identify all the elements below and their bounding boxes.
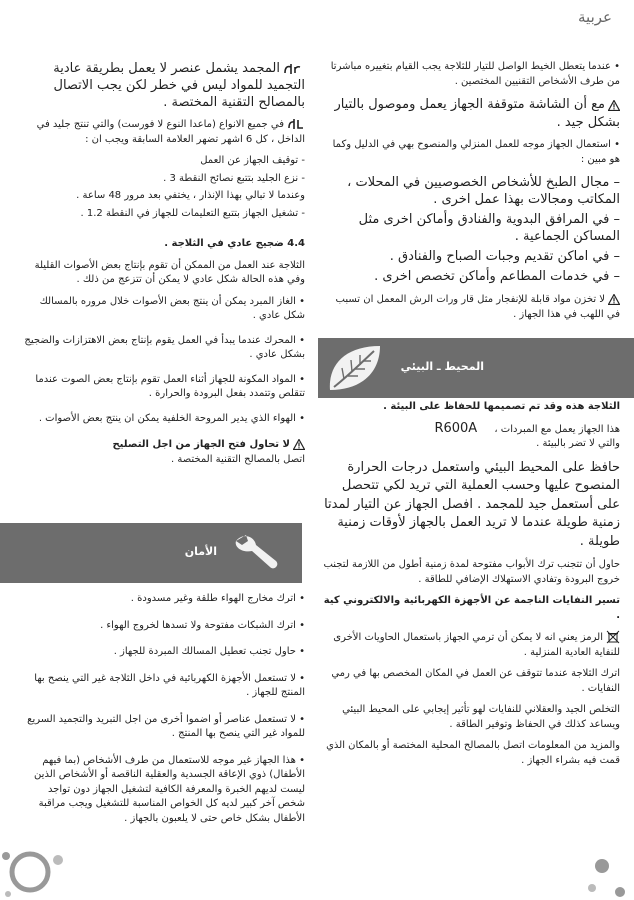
list-item: • لا تستعمل عناصر أو اضموا أخرى من اجل التبريد والتجميد السريع للمواد غير التي ينصح بها المنتج . [27, 713, 305, 739]
paragraph [20, 118, 305, 147]
list-item: – في اماكن تقديم وجبات الصباح والفنادق . [389, 249, 620, 264]
environment-title: المحيط ـ البيئي [400, 360, 484, 373]
list-item: • اترك مخارج الهواء طلقة وغير مسدودة . [130, 593, 305, 604]
paragraph-text: والتي لا تضر بالبيئة . [536, 438, 620, 449]
list-item: – في المرافق البدوية والفنادق وأماكن اخرى مثل المساكن الجماعية . [358, 212, 620, 244]
list-item: • حاول تجنب تعطيل المسالك المبردة للجهاز . [113, 646, 305, 657]
paragraph-text: الرمز يعني انه لا يمكن أن ترمي الجهاز باستعمال الحاويات الأخرى للنفاية العادية المنزلية . [333, 632, 620, 658]
warning-text: مع أن الشاشة متوقفة الجهاز يعمل وموصول بالتيار بشكل جيد . [334, 97, 620, 130]
warning-text: لا تحاول فتح الجهاز من اجل التصليح [112, 439, 290, 450]
paragraph: الثلاجة عند العمل من الممكن أن تقوم بإنتاج بعض الأصوات القليلة وفي هذه الحالة شكل عادي لا يمكن أن تتزعج من ذلك . [34, 259, 305, 285]
warning-heading [20, 438, 305, 453]
paragraph: اترك الثلاجة عندما تتوقف عن العمل في المكان المخصص بها في رمي النفايات . [331, 668, 620, 694]
defrost-alarm-icon [287, 118, 305, 130]
list-item: - تشغيل الجهاز بتتبع التعليمات للجهاز في النقطة 1.2 . [80, 207, 305, 219]
section-heading: 4.4 ضجيج عادي في الثلاجة . [164, 238, 305, 249]
language-label: عربية [578, 8, 612, 26]
right-column-top [320, 60, 620, 329]
paragraph [320, 630, 620, 660]
warning-paragraph [320, 293, 620, 322]
section-heading: الثلاجة هذه وقد تم تصميمها للحفاظ على البيئة . [383, 401, 620, 412]
list-item: • الغاز المبرد يمكن أن ينتج بعض الأصوات خلال مروره بالمسالك شكل عادي . [39, 295, 305, 321]
list-item: – في خدمات المطاعم وأماكن تخصص اخرى . [374, 269, 620, 284]
warning-text: لا تخزن مواد قابلة للإنفجار مثل قار ورات الرش المعمل ان تسبب في اللهب في هذا الجهاز . [335, 294, 620, 320]
paragraph: • عندما يتعطل الخيط الواصل للتيار للثلاجة يجب القيام بتغييره مباشرتا من طرف الأشخاص التقنيين المختصين . [330, 61, 620, 87]
list-item: • هذا الجهاز غير موجه للاستعمال من طرف الأشخاص (بما فيهم الأطفال) ذوي الإعاقة الجسدية والعقلية الناقصة أو الأشخاص الذين ليست لديهم الخبرة والمعرفة الكافية لتشغيل الجهاز دون تواجد شخص آخر كبير لديه كل الخواص المناسبة للتشغيل ويجب مراقبة الأطفال بشكل خاص حتى لا يلعبون بالجهاز . [34, 754, 305, 824]
paragraph-text: المجمد يشمل عنصر لا يعمل بطريقة عادية التجميد للمواد ليس في خطر لكن يجب الاتصال بالمصالح التقنية المختصة . [53, 61, 305, 110]
left-column-bottom [20, 592, 305, 829]
decorative-circles-right [586, 852, 634, 900]
list-item: • المواد المكونة للجهاز أثناء العمل تقوم بإنتاج بعض الصوت عندما تتقلص وتتمدد بفعل البرودة والحرارة . [35, 373, 305, 399]
freezer-alarm-icon [283, 63, 305, 75]
list-item: • الهواء الذي يدير المروحة الخلفية يمكن ان ينتج بعض الأصوات . [38, 412, 305, 424]
list-item: • المحرك عندما يبدأ في العمل يقوم بإنتاج بعض الاهتزازات والضجيج بشكل عادي . [24, 334, 305, 360]
paragraph: حاول أن تتجنب ترك الأبواب مفتوحة لمدة زمنية أطول من اللازمة لتجنب خروج البرودة وتفادي الاستهلاك الإضافي للطاقة . [323, 559, 620, 585]
warning-icon [608, 100, 620, 111]
list-item: • لا تستعمل الأجهزة الكهربائية في داخل الثلاجة غير التي ينصح بها المنتج للجهاز . [34, 672, 305, 698]
environment-section-banner [318, 338, 634, 398]
warning-icon [608, 294, 620, 305]
paragraph: حافظ على المحيط البيئي واستعمل درجات الحرارة المنصوح عليها وحسب العملية التي تريد لكي تتحصل على أستعمل جيد للمجمد . افصل الجهاز عن التيار لمدتا زمنية طويلة عندما لا تريد العمل بالجهاز لأوقات زمنية طويلة . [324, 459, 620, 549]
list-item: • اترك الشبكات مفتوحة ولا تسدها لخروج الهواء . [100, 619, 305, 631]
warning-icon [293, 439, 305, 450]
paragraph [20, 60, 305, 111]
paragraph-text: هذا الجهاز يعمل مع المبردات ، [494, 423, 620, 435]
paragraph: التخلص الجيد والعقلاني للنفايات لهو تأثير إيجابي على المحيط البيئي ويساعد كذلك في الحفاظ وتوفير الطاقة . [342, 704, 620, 730]
decorative-circles-left [0, 838, 70, 900]
paragraph [320, 422, 620, 452]
section-heading: تسير النفايات الناجمة عن الأجهزة الكهربائية والالكتروني كية . [323, 595, 620, 621]
paragraph-text: في جميع الانواع (ماعدا النوع لا فورست) والتي تنتج جليد في الداخل ، كل 6 اشهر تضهر العلامة السابقة ويجب ان : [36, 119, 305, 145]
safety-title: الأمان [184, 545, 217, 558]
paragraph: اتصل بالمصالح التقنية المختصة . [171, 453, 305, 465]
wrench-icon [228, 531, 280, 575]
list-item: وعندما لا تبالي بهذا الإنذار ، يختفي بعد مرور 48 ساعة . [76, 190, 305, 201]
paragraph: • استعمال الجهاز موجه للعمل المنزلي والمنصوح بهي في الدليل وكما هو مبين : [332, 139, 620, 165]
list-item: - نزع الجليد بتتبع نصائح النقطة 3 . [163, 172, 305, 184]
list-item: - توقيف الجهاز عن العمل [200, 155, 305, 166]
right-column-bottom [320, 400, 620, 775]
refrigerant-code: R600A [434, 420, 478, 436]
leaf-icon [324, 342, 384, 394]
crossed-bin-icon [606, 630, 620, 644]
paragraph: والمزيد من المعلومات اتصل بالمصالح المحلية المختصة أو بالمكان الذي قمت فيه بشراء الجهاز . [326, 740, 620, 766]
warning-paragraph [320, 96, 620, 131]
list-item: – مجال الطبخ للأشخاص الخصوصيين في المحلات ، المكاتب ومجالات بهذا عمل اخرى . [347, 175, 620, 207]
safety-section-banner [0, 523, 302, 583]
left-column-top [20, 60, 305, 474]
